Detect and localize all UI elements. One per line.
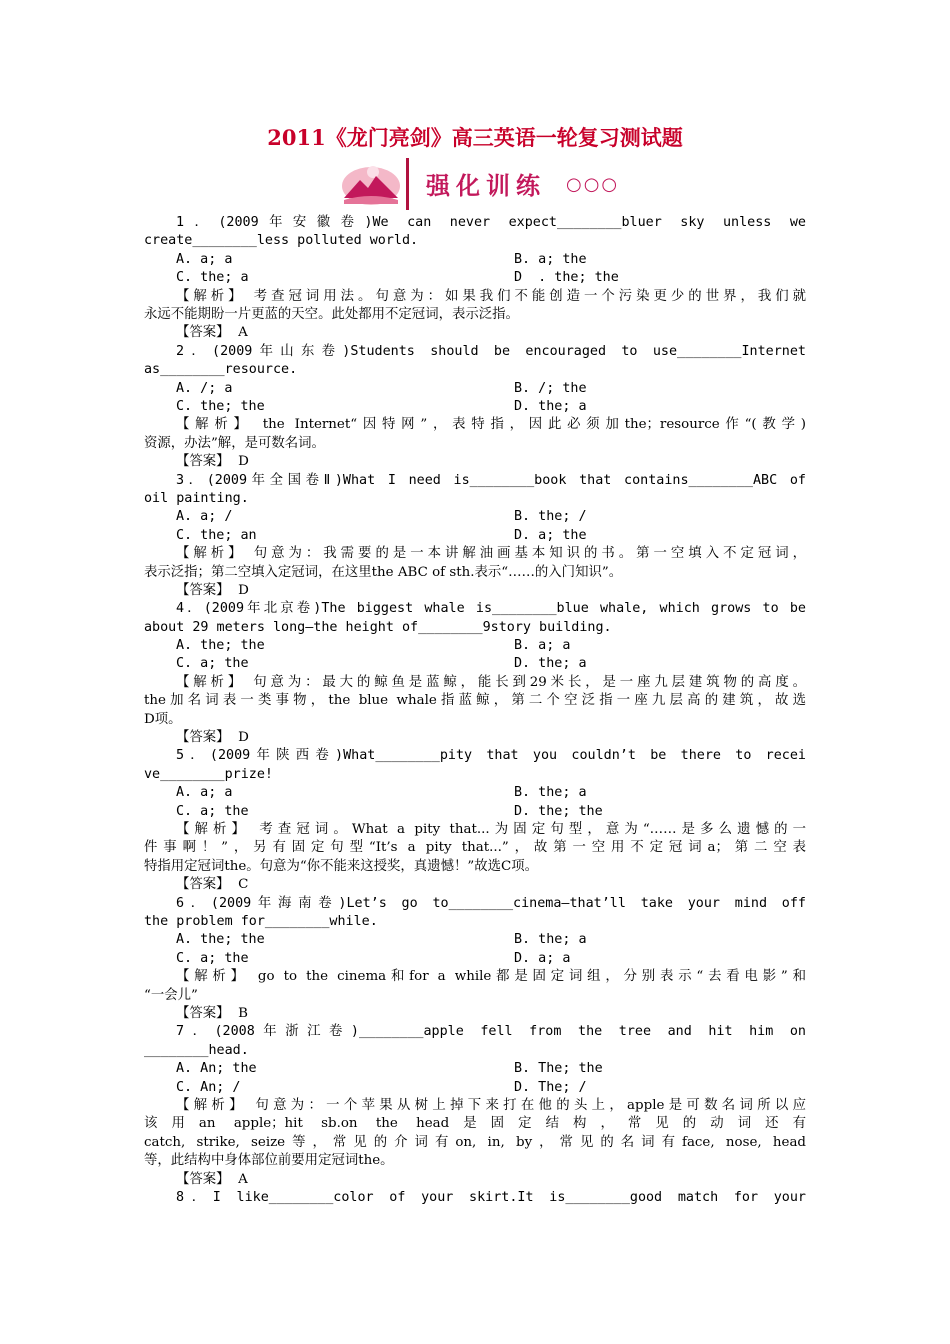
option: D. a; the: [514, 527, 587, 543]
option: A. a; a: [176, 251, 233, 267]
answer: 【答案】 D: [176, 454, 249, 470]
section-banner: [340, 158, 654, 210]
banner-label: 强化训练: [426, 172, 546, 200]
option: A. /; a: [176, 380, 233, 396]
options-row: [144, 803, 806, 821]
banner-dots: ○○○: [566, 174, 620, 195]
analysis: 该用an apple；hit sb.on the head是固定结构，常见的动词还有: [144, 1116, 806, 1132]
analysis: 表示泛指；第二空填入定冠词，在这里the ABC of sth.表示“……的入门知识”。: [144, 564, 623, 580]
question-stem: 4．(2009年北京卷)The biggest whale is________blue whale, which grows to be: [176, 601, 806, 617]
analysis: 【解析】 句意为：我需要的是一本讲解油画基本知识的书。第一空填入不定冠词，: [176, 546, 806, 562]
analysis: “一会儿”: [144, 987, 198, 1003]
options-row: [144, 380, 806, 398]
options-row: [144, 1079, 806, 1097]
option: B. the; a: [514, 932, 587, 948]
option: B. the; a: [514, 785, 587, 801]
option: D . the; the: [514, 270, 619, 286]
answer: 【答案】 C: [176, 877, 249, 893]
question-stem: 5．(2009年陕西卷)What________pity that you couldn’t be there to recei: [176, 748, 806, 764]
analysis: 【解析】 句意为：一个苹果从树上掉下来打在他的头上，apple是可数名词所以应: [176, 1097, 806, 1113]
option: C. the; a: [176, 270, 249, 286]
option: D. the; the: [514, 803, 603, 819]
option: C. An; /: [176, 1079, 241, 1095]
question-stem: as________resource.: [144, 362, 298, 378]
question-stem: 7．(2008年浙江卷)________apple fell from the tree and hit him on: [176, 1024, 806, 1040]
options-row: [144, 269, 806, 287]
question-stem: oil painting.: [144, 490, 249, 506]
analysis: 永远不能期盼一片更蓝的天空。此处都用不定冠词，表示泛指。: [144, 306, 519, 322]
option: A. the; the: [176, 638, 265, 654]
options-row: [144, 655, 806, 673]
mountain-logo-icon: [340, 162, 402, 206]
analysis: 【解析】 句意为：最大的鲸鱼是蓝鲸，能长到29米长，是一座九层建筑物的高度。: [176, 674, 806, 690]
answer: 【答案】 D: [176, 582, 249, 598]
analysis: 等，此结构中身体部位前要用定冠词the。: [144, 1153, 394, 1169]
page-title: 2011《龙门亮剑》高三英语一轮复习测试题: [267, 125, 683, 150]
analysis: D项。: [144, 711, 182, 727]
question-stem: 3．(2009年全国卷Ⅱ)What I need is________book that contains________ABC of: [176, 472, 806, 488]
analysis: 特指用定冠词the。句意为“你不能来这授奖，真遗憾！”故选C项。: [144, 858, 539, 874]
question-stem: 6．(2009年海南卷)Let’s go to________cinema—that’ll take your mind off: [176, 895, 806, 911]
option: B. The; the: [514, 1061, 603, 1077]
option: A. a; a: [176, 785, 233, 801]
options-row: [144, 1060, 806, 1078]
analysis: 资源，办法”解，是可数名词。: [144, 435, 325, 451]
analysis: 件事啊！”，另有固定句型“It’s a pity that...”，故第一空用不定冠词a；第二空表: [144, 840, 806, 856]
option: C. a; the: [176, 803, 249, 819]
analysis: 【解析】 go to the cinema和for a while都是固定词组，分别表示“去看电影”和: [176, 969, 806, 985]
option: B. /; the: [514, 380, 587, 396]
question-stem: 8．I like________color of your skirt.It is________good match for your: [176, 1189, 806, 1205]
answer: 【答案】 A: [176, 1171, 248, 1187]
options-row: [144, 931, 806, 949]
answer: 【答案】 B: [176, 1005, 248, 1021]
option: C. the; the: [176, 398, 265, 414]
option: C. a; the: [176, 950, 249, 966]
question-stem: ________head.: [144, 1042, 249, 1058]
option: D. a; a: [514, 950, 571, 966]
options-row: [144, 950, 806, 968]
option: A. the; the: [176, 932, 265, 948]
options-row: [144, 251, 806, 269]
banner-divider: [406, 158, 409, 210]
options-row: [144, 784, 806, 802]
analysis: catch, strike, seize等，常见的介词有on, in, by，常见的名词有face, nose, head: [144, 1134, 806, 1150]
options-row: [144, 637, 806, 655]
option: D. The; /: [514, 1079, 587, 1095]
analysis: 【解析】 考查冠词。What a pity that...为固定句型，意为“……是多么遗憾的一: [176, 822, 806, 838]
option: B. a; the: [514, 251, 587, 267]
analysis: 【解析】 the Internet“因特网”，表特指，因此必须加the；resource作“(教学): [176, 417, 806, 433]
answer: 【答案】 A: [176, 325, 248, 341]
option: A. An; the: [176, 1061, 257, 1077]
option: D. the; a: [514, 656, 587, 672]
option: B. a; a: [514, 638, 571, 654]
option: D. the; a: [514, 398, 587, 414]
analysis: the加名词表一类事物，the blue whale指蓝鲸，第二个空泛指一座九层高的建筑，故选: [144, 693, 806, 709]
option: B. the; /: [514, 509, 587, 525]
question-stem: 1．(2009年安徽卷)We can never expect________bluer sky unless we: [176, 215, 806, 230]
options-row: [144, 508, 806, 526]
question-list: [144, 214, 806, 1207]
question-stem: create________less polluted world.: [144, 233, 419, 249]
options-row: [144, 398, 806, 416]
question-stem: 2．(2009年山东卷)Students should be encouraged to use________Internet: [176, 343, 806, 359]
analysis: 【解析】 考查冠词用法。句意为：如果我们不能创造一个污染更少的世界，我们就: [176, 288, 806, 304]
options-row: [144, 527, 806, 545]
option: C. the; an: [176, 527, 257, 543]
question-stem: ve________prize!: [144, 766, 273, 782]
question-stem: the problem for________while.: [144, 914, 378, 929]
answer: 【答案】 D: [176, 730, 249, 746]
option: C. a; the: [176, 656, 249, 672]
question-stem: about 29 meters long—the height of________9story building.: [144, 619, 612, 635]
option: A. a; /: [176, 509, 233, 525]
